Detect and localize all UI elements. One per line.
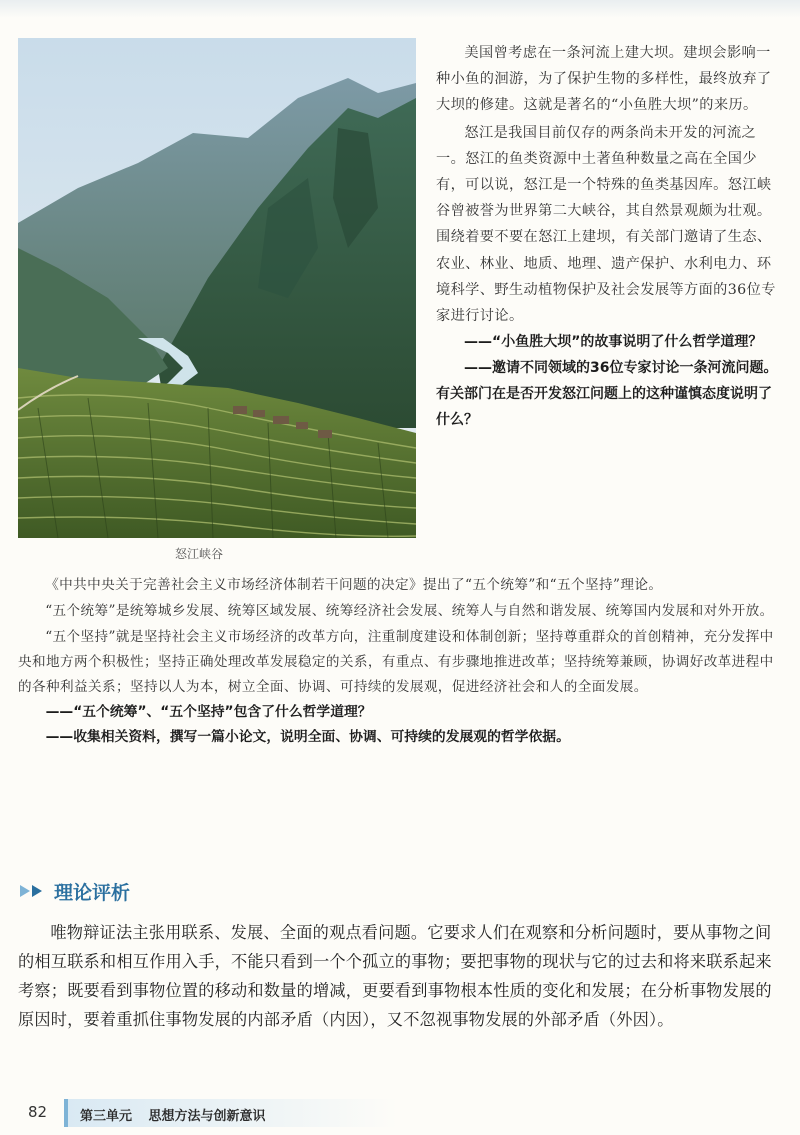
unit-title: 思想方法与创新意识	[148, 1109, 266, 1124]
theory-paragraph: 唯物辩证法主张用联系、发展、全面的观点看问题。它要求人们在观察和分析问题时，要从事物之间的相互联系和相互作用入手，不能只看到一个个孤立的事物；要把事物的现状与它的过去和将来联系起来考察；既要看到事物位置的移动和数量的增减，更要看到事物根本性质的变化和发展；在分析事物发展的原因时，要着重抓住事物发展的内部矛盾（内因），又不忽视事物发展的外部矛盾（外因）。	[18, 923, 772, 1029]
unit-number: 第三单元	[80, 1109, 133, 1124]
double-arrow-icon	[18, 883, 48, 899]
section-title: 理论评析	[54, 881, 131, 904]
photo-caption: 怒江峡谷	[175, 547, 224, 561]
page-number: 82	[28, 1103, 48, 1121]
story-question: ——邀请不同领域的36位专家讨论一条河流问题。有关部门在是否开发怒江问题上的这种谨慎态度说明了什么？	[436, 360, 778, 429]
policy-question: ——收集相关资料，撰写一篇小论文，说明全面、协调、可持续的发展观的哲学依据。	[45, 729, 570, 745]
theory-text	[18, 918, 784, 1034]
policy-paragraph: 《中共中央关于完善社会主义市场经济体制若干问题的决定》提出了“五个统筹”和“五个坚持”理论。	[45, 577, 663, 593]
nujiang-gorge-photo	[18, 38, 416, 538]
policy-paragraph: “五个坚持”就是坚持社会主义市场经济的改革方向，注重制度建设和体制创新；坚持尊重群众的首创精神，充分发挥中央和地方两个积极性；坚持正确处理改革发展稳定的关系，有重点、有步骤地推进改革；坚持统筹兼顾，协调好改革进程中的各种利益关系；坚持以人为本，树立全面、协调、可持续的发展观，促进经济社会和人的全面发展。	[18, 629, 774, 695]
section-heading	[18, 876, 130, 906]
policy-block	[18, 573, 784, 750]
story-text	[436, 40, 782, 433]
page-footer	[0, 1097, 800, 1127]
footer-unit-label	[80, 1105, 266, 1124]
policy-question: ——“五个统筹”、“五个坚持”包含了什么哲学道理？	[45, 704, 372, 720]
policy-paragraph: “五个统筹”是统筹城乡发展、统筹区域发展、统筹经济社会发展、统筹人与自然和谐发展、统筹国内发展和对外开放。	[45, 603, 774, 619]
story-paragraph: 美国曾考虑在一条河流上建大坝。建坝会影响一种小鱼的洄游，为了保护生物的多样性，最终放弃了大坝的修建。这就是著名的“小鱼胜大坝”的来历。	[436, 45, 772, 114]
top-band	[0, 0, 800, 18]
story-paragraph: 怒江是我国目前仅存的两条尚未开发的河流之一。怒江的鱼类资源中土著鱼种数量之高在全国少有，可以说，怒江是一个特殊的鱼类基因库。怒江峡谷曾被誉为世界第二大峡谷，其自然景观颇为壮观。围绕着要不要在怒江上建坝，有关部门邀请了生态、农业、林业、地质、地理、遗产保护、水利电力、环境科学、野生动植物保护及社会发展等方面的36位专家进行讨论。	[436, 124, 776, 325]
story-question: ——“小鱼胜大坝”的故事说明了什么哲学道理？	[464, 334, 763, 351]
